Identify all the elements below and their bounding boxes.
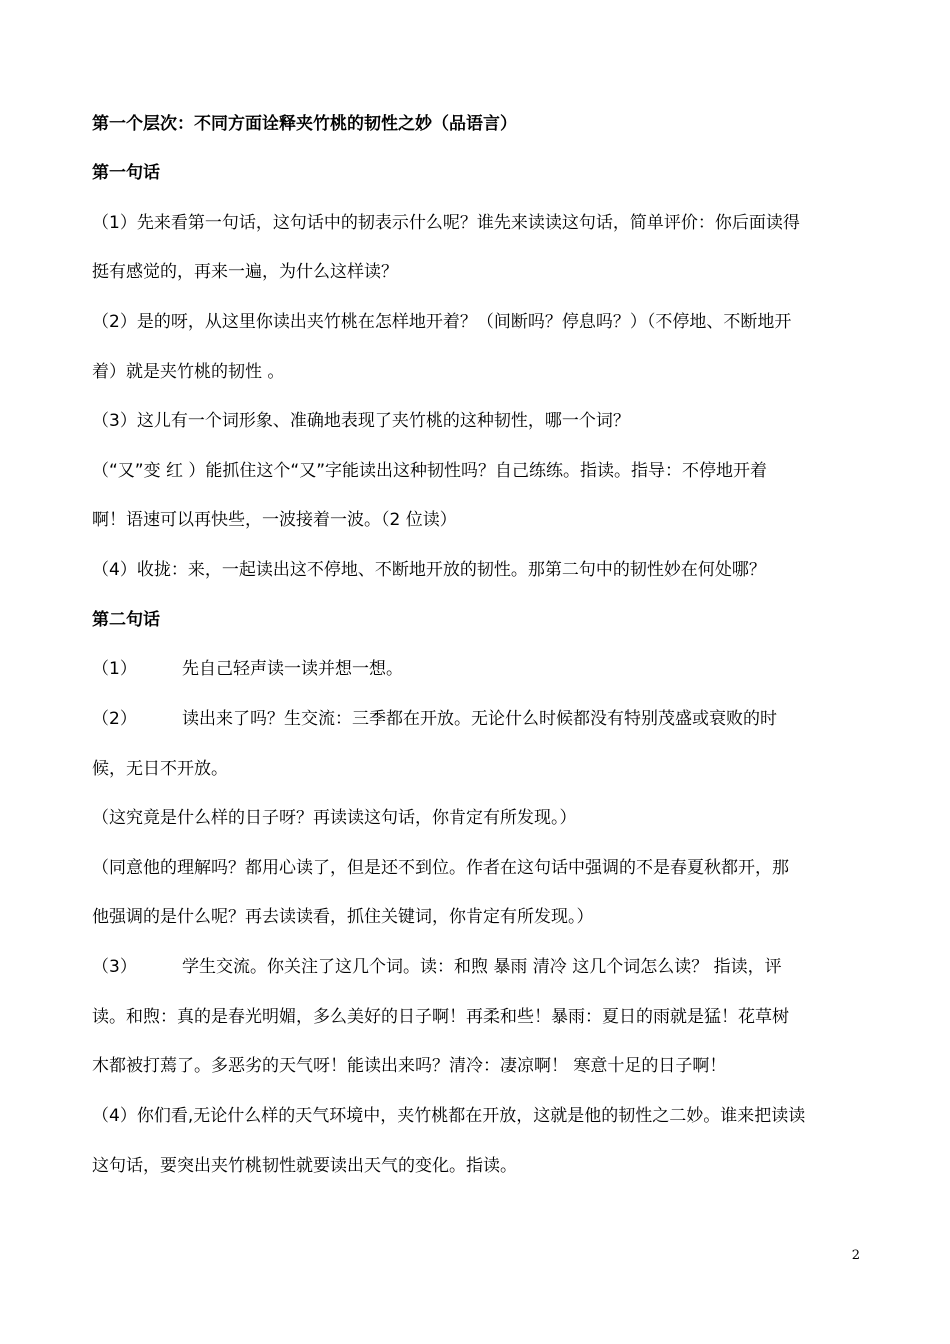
section-heading: 第一个层次：不同方面诠释夹竹桃的韧性之妙（品语言） [92,114,517,134]
paragraph-line: （4）收拢：来，一起读出这不停地、不断地开放的韧性。那第二句中的韧性妙在何处哪？ [92,560,766,580]
paragraph-line: 啊！语速可以再快些，一波接着一波。（2 位读） [92,510,457,530]
paragraph-line: 候，无日不开放。 [92,759,228,779]
item-text: 学生交流。你关注了这几个词。读：和煦 暴雨 清冷 这几个词怎么读？ 指读，评 [182,957,782,977]
paragraph-line: 读。和煦：真的是春光明媚，多么美好的日子啊！再柔和些！暴雨：夏日的雨就是猛！花草树 [92,1007,789,1027]
paragraph-line: 这句话，要突出夹竹桃韧性就要读出天气的变化。指读。 [92,1156,517,1176]
item-text: 读出来了吗？生交流：三季都在开放。无论什么时候都没有特别茂盛或衰败的时 [182,709,777,729]
item-number: （1） [92,659,137,679]
numbered-item [92,707,862,731]
item-text: 先自己轻声读一读并想一想。 [182,659,403,679]
numbered-item [92,657,862,681]
paragraph-line: 着）就是夹竹桃的韧性 。 [92,362,285,382]
numbered-item [92,955,862,979]
note-line: （同意他的理解吗？都用心读了，但是还不到位。作者在这句话中强调的不是春夏秋都开，那 [92,858,789,878]
paragraph-line: 木都被打蔫了。多恶劣的天气呀！能读出来吗？清冷：凄凉啊！ 寒意十足的日子啊！ [92,1056,727,1076]
note-line: 他强调的是什么呢？再去读读看，抓住关键词，你肯定有所发现。） [92,907,594,927]
page-number: 2 [851,1248,860,1263]
paragraph-line: （1）先来看第一句话，这句话中的韧表示什么呢？谁先来读读这句话，简单评价：你后面读得 [92,213,800,233]
subsection-title-second-sentence: 第二句话 [92,610,160,630]
note-line: （这究竟是什么样的日子呀？再读读这句话，你肯定有所发现。） [92,808,577,828]
paragraph-line: 挺有感觉的，再来一遍，为什么这样读？ [92,262,398,282]
paragraph-line: （2）是的呀，从这里你读出夹竹桃在怎样地开着？（间断吗？停息吗？）（不停地、不断地开 [92,312,792,332]
item-number: （3） [92,957,137,977]
paragraph-line: （3）这儿有一个词形象、准确地表现了夹竹桃的这种韧性，哪一个词？ [92,411,630,431]
paragraph-line: （4）你们看,无论什么样的天气环境中，夹竹桃都在开放，这就是他的韧性之二妙。谁来把读读 [92,1106,806,1126]
paragraph-line: （“又”变 红 ）能抓住这个“又”字能读出这种韧性吗？自己练练。指读。指导：不停地开着 [92,461,768,481]
item-number: （2） [92,709,137,729]
subsection-title-first-sentence: 第一句话 [92,163,160,183]
